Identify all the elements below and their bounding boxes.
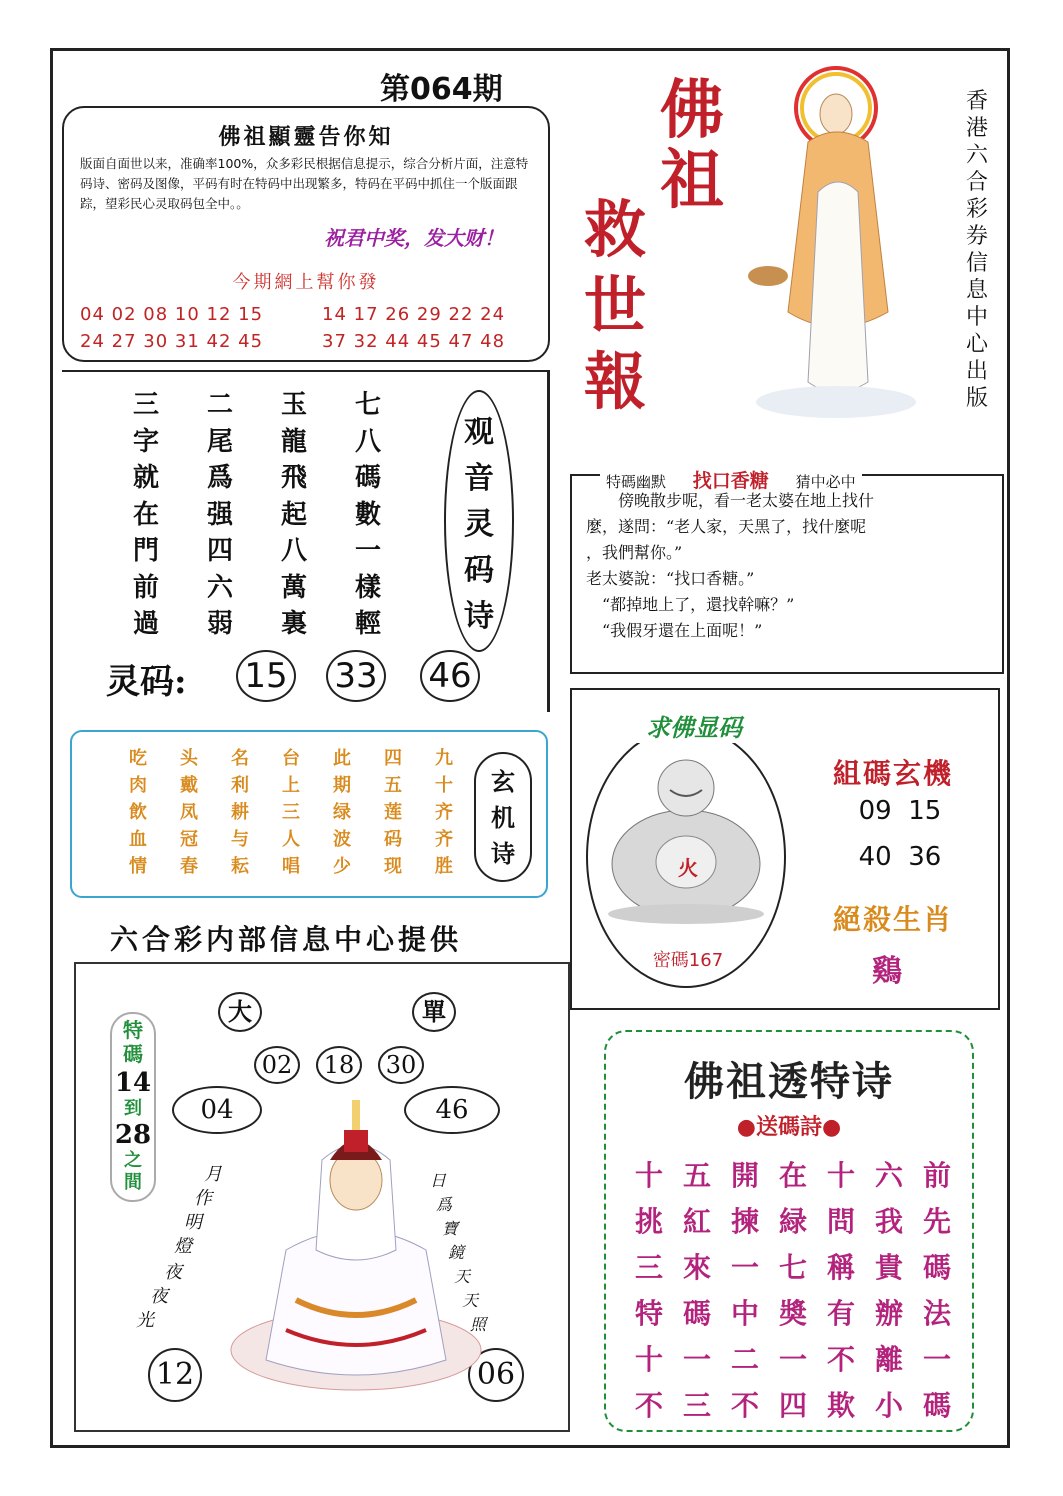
joke-line: 傍晚散步呢，看一老太婆在地上找什 xyxy=(586,491,875,510)
xuanji-char: 上 xyxy=(282,775,300,796)
xuanji-char: 飲 xyxy=(129,802,147,823)
tou-poem-char: 來 xyxy=(682,1251,711,1284)
lingma-label: 灵码: xyxy=(106,662,187,702)
poem-char: 在 xyxy=(132,499,159,530)
bottom-right-number: 06 xyxy=(468,1348,524,1402)
xuanji-char: 九 xyxy=(435,748,453,769)
right-verse xyxy=(430,1168,510,1338)
poem-char: 起 xyxy=(280,499,307,530)
xuanji-char: 绿 xyxy=(333,802,351,823)
tou-poem-char: 開 xyxy=(730,1159,759,1192)
xuanji-char: 现 xyxy=(384,856,402,877)
poem-char: 八 xyxy=(280,536,307,566)
publisher-char: 心 xyxy=(965,332,988,357)
tou-poem-char: 挑 xyxy=(634,1205,663,1238)
poem-oval-char: 诗 xyxy=(464,599,494,634)
tou-poem-char: 不 xyxy=(730,1389,759,1422)
tou-poem-char: 七 xyxy=(778,1251,807,1284)
poem-char: 三 xyxy=(132,390,159,420)
tou-poem-char: 六 xyxy=(874,1159,903,1192)
tou-poem-char: 辦 xyxy=(874,1297,903,1330)
range-end-char: 之 xyxy=(124,1150,142,1171)
poem-char: 七 xyxy=(354,390,381,420)
left-verse-char: 燈 xyxy=(174,1236,192,1257)
big-badge: 大 xyxy=(218,992,262,1032)
xuanji-char: 台 xyxy=(282,748,300,769)
online-sub-title: 今期網上幫你發 xyxy=(232,272,380,293)
poem-char: 弱 xyxy=(206,609,233,639)
poem-char: 就 xyxy=(132,463,159,493)
tou-poem-char: 一 xyxy=(730,1251,759,1284)
tou-poem-title: 佛祖透特诗 xyxy=(684,1058,894,1105)
tou-poem-char: 十 xyxy=(634,1159,663,1192)
xuanji-char: 波 xyxy=(333,829,351,850)
title-line-2: 救世報 xyxy=(584,193,647,418)
joke-body xyxy=(586,488,996,644)
notice-title: 佛祖顯靈告你知 xyxy=(218,124,394,150)
tou-poem-char: 先 xyxy=(922,1205,951,1238)
poem-char: 强 xyxy=(206,499,233,530)
tou-poem-char: 十 xyxy=(634,1343,663,1376)
xuanji-char: 齐 xyxy=(435,829,453,850)
tou-poem-sub: ●送碼詩● xyxy=(736,1114,842,1140)
notice-box xyxy=(62,106,550,362)
publisher-char: 六 xyxy=(965,143,988,168)
tou-poem-char: 一 xyxy=(922,1343,951,1376)
tou-poem-char: 一 xyxy=(682,1343,711,1376)
xuanji-char: 利 xyxy=(231,775,249,796)
tou-poem-char: 三 xyxy=(634,1251,663,1284)
guanyin-standing-image xyxy=(738,62,938,422)
range-to-word: 到 xyxy=(124,1098,142,1119)
mima-code: 密碼167 xyxy=(652,950,724,971)
joke-head-mid: 找口香糖 xyxy=(692,470,769,492)
publisher-vertical xyxy=(962,88,992,412)
numbers-row-2-right: 37 32 44 45 47 48 xyxy=(322,331,506,352)
lingma-number: 46 xyxy=(420,650,480,702)
joke-line: ，我們幫你。” xyxy=(586,543,683,562)
poem-char: 樣 xyxy=(354,572,381,603)
right-verse-char: 天 xyxy=(462,1291,479,1310)
tou-poem-char: 問 xyxy=(826,1205,855,1238)
xuanji-char: 少 xyxy=(333,856,351,877)
poem-oval-title xyxy=(452,410,506,640)
poem-char: 尾 xyxy=(206,426,233,457)
right-verse-char: 爲 xyxy=(436,1195,453,1214)
xuanji-char: 此 xyxy=(333,748,351,769)
poem-char: 爲 xyxy=(206,463,233,493)
zuma-title: 組碼玄機 xyxy=(832,757,953,790)
tou-poem-char: 有 xyxy=(826,1297,855,1330)
tou-poem-char: 三 xyxy=(682,1389,711,1422)
xuanji-oval-char: 玄 xyxy=(491,767,515,796)
tou-poem-char: 五 xyxy=(682,1159,711,1192)
range-to: 28 xyxy=(114,1120,152,1150)
xuanji-char: 五 xyxy=(384,775,402,796)
tou-poem-char: 紅 xyxy=(682,1205,711,1238)
zuma-row-1: 09 15 xyxy=(858,796,942,826)
poem-char: 四 xyxy=(206,536,233,566)
left-verse-char: 作 xyxy=(194,1188,212,1209)
xuanji-char: 春 xyxy=(180,856,198,877)
tou-poem-char: 稱 xyxy=(826,1251,855,1284)
tou-poem-char: 緑 xyxy=(778,1205,807,1238)
xuanji-char: 唱 xyxy=(282,856,300,877)
poem-char: 前 xyxy=(132,572,159,603)
xuanji-char: 情 xyxy=(129,856,147,877)
publisher-char: 中 xyxy=(965,305,988,330)
publisher-char: 合 xyxy=(965,170,988,195)
tou-poem-char: 小 xyxy=(874,1389,903,1422)
left-verse-char: 明 xyxy=(184,1212,202,1233)
tou-poem-char: 不 xyxy=(634,1389,663,1422)
single-badge: 單 xyxy=(412,992,456,1032)
tema-label-char: 特 xyxy=(123,1018,143,1042)
xuanji-char: 冠 xyxy=(180,829,198,850)
poem-oval-char: 观 xyxy=(464,415,494,450)
lingma-number: 33 xyxy=(326,650,386,702)
tou-poem-char: 揀 xyxy=(730,1205,759,1238)
xuanji-char: 肉 xyxy=(129,775,147,796)
xuanji-char: 血 xyxy=(129,829,147,850)
poem-char: 數 xyxy=(354,499,381,530)
poem-char: 二 xyxy=(206,390,233,420)
tou-poem-char: 四 xyxy=(778,1389,807,1422)
tou-poem-char: 奬 xyxy=(778,1297,807,1330)
right-verse-char: 寶 xyxy=(442,1219,459,1238)
xuanji-char: 吃 xyxy=(129,748,147,769)
left-verse-char: 夜 xyxy=(150,1286,168,1307)
xuanji-oval-char: 诗 xyxy=(491,839,515,868)
poem-char: 裏 xyxy=(280,609,307,639)
poem-oval-char: 音 xyxy=(464,461,494,496)
range-from: 14 xyxy=(114,1068,152,1098)
joke-head-left: 特碼幽默 xyxy=(606,473,667,491)
xuanji-char: 四 xyxy=(384,748,402,769)
tou-poem-char: 離 xyxy=(874,1343,903,1376)
tou-poem-char: 在 xyxy=(778,1159,807,1192)
poem-char: 輕 xyxy=(354,609,381,639)
xuanji-oval-char: 机 xyxy=(491,803,515,832)
publisher-char: 港 xyxy=(965,116,988,141)
notice-body: 版面自面世以来，准确率100%，众多彩民根据信息提示，综合分析片面，注意特码诗、密码及图像，平码有时在特码中出现繁多，特码在平码中抓住一个版面跟踪，望彩民心灵取码包全中。。 xyxy=(80,156,529,211)
zuma-row-2: 40 36 xyxy=(858,842,942,872)
issue-number: 第064期 xyxy=(380,72,503,107)
xuanji-char: 期 xyxy=(333,775,351,796)
joke-line: “都掉地上了，還找幹嘛？” xyxy=(586,595,795,614)
jue-value: 鷄 xyxy=(872,954,902,989)
poem-oval-char: 灵 xyxy=(464,507,494,542)
poem-char: 玉 xyxy=(280,390,307,420)
publisher-char: 出 xyxy=(965,359,988,384)
tema-label-char: 碼 xyxy=(123,1042,143,1066)
poem-char: 八 xyxy=(354,426,381,457)
top-number: 18 xyxy=(316,1046,362,1084)
tou-poem-char: 碼 xyxy=(922,1251,951,1284)
poem-char: 過 xyxy=(132,609,159,639)
left-number: 04 xyxy=(172,1086,262,1134)
left-verse-char: 光 xyxy=(136,1310,154,1331)
poem-char: 字 xyxy=(132,426,159,457)
tou-poem-char: 中 xyxy=(730,1297,759,1330)
numbers-row-2-left: 24 27 30 31 42 45 xyxy=(80,331,264,352)
right-verse-char: 天 xyxy=(454,1267,471,1286)
right-number: 46 xyxy=(404,1086,500,1134)
tema-label xyxy=(112,1018,154,1066)
xuanji-char: 码 xyxy=(384,829,402,850)
joke-head-right: 猜中必中 xyxy=(795,473,856,491)
publisher-char: 信 xyxy=(965,251,988,276)
xuanji-char: 名 xyxy=(231,748,249,769)
tou-poem-char: 碼 xyxy=(922,1389,951,1422)
tou-poem-char: 貴 xyxy=(874,1251,903,1284)
title-line-1: 佛祖 xyxy=(660,73,724,218)
poem-char: 六 xyxy=(206,572,233,603)
xuanji-char: 戴 xyxy=(180,775,198,796)
buddha-oval-title: 求佛显码 xyxy=(604,708,784,743)
poem-char: 龍 xyxy=(280,426,307,457)
numbers-row-1-right: 14 17 26 29 22 24 xyxy=(322,304,506,325)
tou-poem-char: 一 xyxy=(778,1343,807,1376)
publisher-char: 香 xyxy=(965,89,988,114)
xuanji-char: 头 xyxy=(180,748,198,769)
lingma-number: 15 xyxy=(236,650,296,702)
xuanji-char: 耕 xyxy=(231,802,249,823)
publisher-char: 息 xyxy=(965,278,988,303)
tou-poem-char: 前 xyxy=(922,1159,951,1192)
xuanji-char: 胜 xyxy=(435,856,453,877)
xuanji-char: 耘 xyxy=(231,856,249,877)
left-verse-char: 月 xyxy=(204,1164,222,1185)
top-number: 30 xyxy=(378,1046,424,1084)
xuanji-char: 莲 xyxy=(384,802,402,823)
tou-poem-char: 我 xyxy=(874,1205,903,1238)
joke-line: “我假牙還在上面呢！” xyxy=(586,621,763,640)
xuanji-char: 齐 xyxy=(435,802,453,823)
provider-line: 六合彩内部信息中心提供 xyxy=(110,923,463,956)
xuanji-oval-title xyxy=(478,764,528,872)
publisher-char: 版 xyxy=(965,386,988,411)
publisher-char: 券 xyxy=(965,224,988,249)
left-verse-char: 夜 xyxy=(164,1262,182,1283)
bottom-left-number: 12 xyxy=(148,1348,202,1402)
tou-poem-char: 不 xyxy=(826,1343,855,1376)
left-verse xyxy=(120,1160,230,1330)
tou-poem-char: 二 xyxy=(730,1343,759,1376)
poem-char: 萬 xyxy=(280,572,307,603)
tou-poem-char: 碼 xyxy=(682,1297,711,1330)
tou-poem-char: 法 xyxy=(922,1297,951,1330)
right-verse-char: 照 xyxy=(470,1315,487,1334)
poem-char: 門 xyxy=(132,536,159,566)
xuanji-char: 凤 xyxy=(180,802,198,823)
top-number: 02 xyxy=(254,1046,300,1084)
xuanji-char: 十 xyxy=(435,775,453,796)
tou-poem-char: 欺 xyxy=(826,1389,855,1422)
slogan: 祝君中奖，发大财！ xyxy=(324,226,504,250)
numbers-row-1-left: 04 02 08 10 12 15 xyxy=(80,304,264,325)
right-verse-char: 鏡 xyxy=(448,1243,465,1262)
range-end-char: 間 xyxy=(124,1172,142,1193)
xuanji-char: 与 xyxy=(231,829,249,850)
laughing-buddha-image xyxy=(606,754,766,924)
xuanji-char: 人 xyxy=(282,829,300,850)
right-verse-char: 日 xyxy=(430,1171,447,1190)
xuanji-char: 三 xyxy=(282,802,300,823)
poem-oval-char: 码 xyxy=(464,553,494,588)
poem-char: 碼 xyxy=(354,463,381,493)
publisher-char: 彩 xyxy=(965,197,988,222)
joke-line: 麼，遂問：“老人家，天黑了，找什麼呢 xyxy=(586,517,867,536)
joke-line: 老太婆說：“找口香糖。” xyxy=(586,569,755,588)
poem-char: 飛 xyxy=(280,463,307,493)
jue-title: 絕殺生肖 xyxy=(832,903,953,936)
tou-poem-char: 特 xyxy=(634,1297,663,1330)
fire-char: 火 xyxy=(678,856,698,880)
tou-poem-char: 十 xyxy=(826,1159,855,1192)
poem-char: 一 xyxy=(354,536,381,566)
